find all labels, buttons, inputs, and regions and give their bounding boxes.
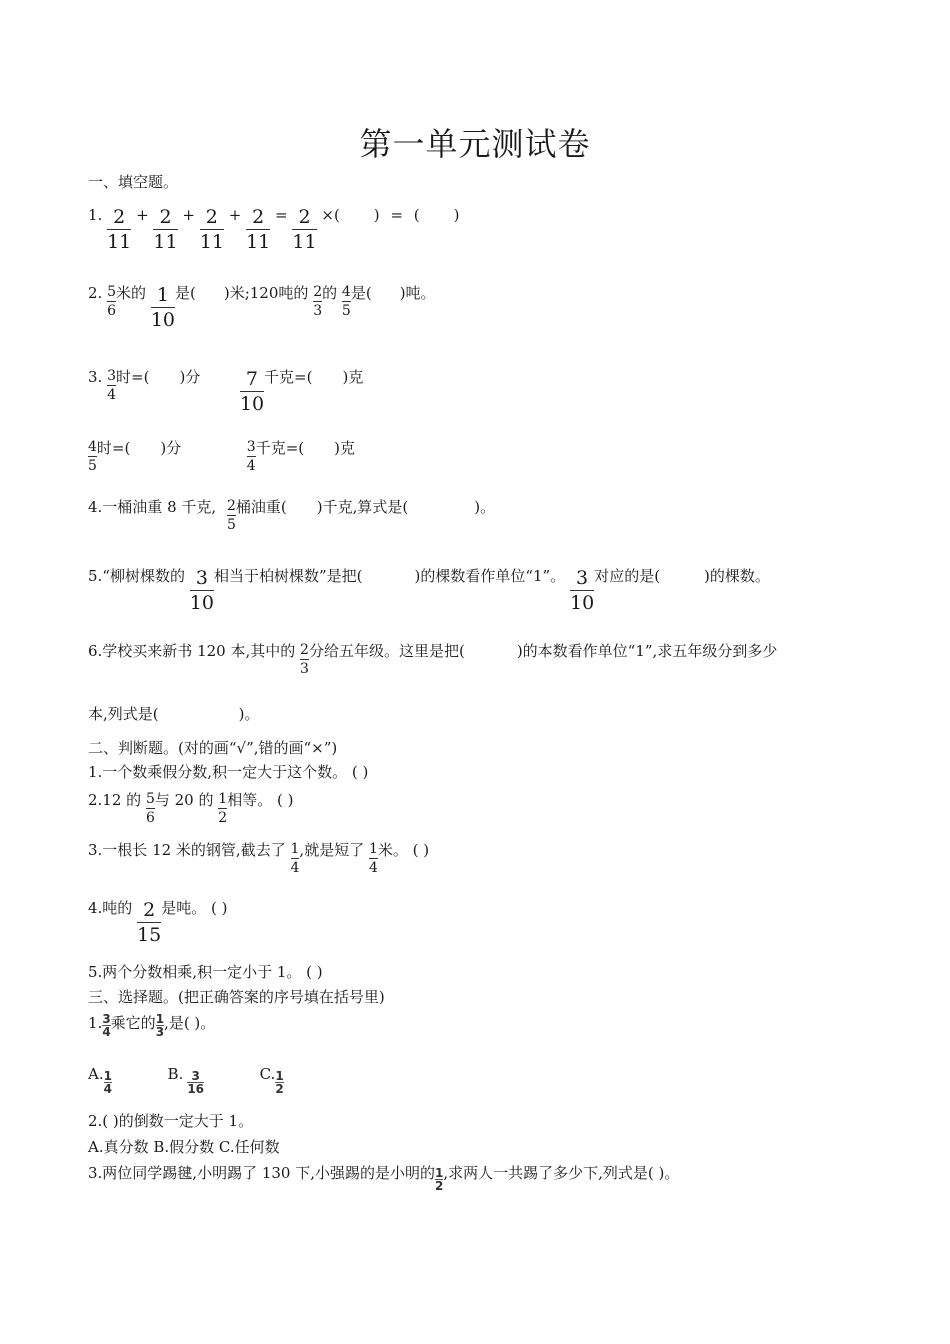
question-1-4: 4.一桶油重 8 千克, $\frac{2}{5}$ 桶油重( )千克,算式是( )。 <box>88 498 496 533</box>
question-1-3b: $\frac{4}{5}$ 时=( )分 $\frac{3}{4}$ 千克=( )克 <box>88 439 355 474</box>
fraction: $\frac{3}{10}$ <box>570 567 595 614</box>
question-3-1-options <box>88 1064 284 1096</box>
question-2-3: 3.一根长 12 米的钢管,截去了 $\frac{1}{4}$ ,就是短了 $\frac{1}{4}$ 米。 ( ) <box>88 841 430 876</box>
question-1-6-cont: 本,列式是( )。 <box>88 705 260 723</box>
fraction: $\frac{3}{10}$ <box>189 567 214 614</box>
fraction: $\frac{2}{3}$ <box>300 642 309 677</box>
question-2-1: 1.一个数乘假分数,积一定大于这个数。 ( ) <box>88 763 369 781</box>
question-2-5: 5.两个分数相乘,积一定小于 1。 ( ) <box>88 963 323 981</box>
fraction: $\frac{2}{3}$ <box>313 284 323 319</box>
question-1-2: 2. $\frac{5}{6}$ 米的 $\frac{1}{10}$ 是( )米;120吨的 $\frac{2}{3}$ 的 $\frac{4}{5}$ 是( )吨。 <box>88 284 436 331</box>
section-heading-fill-blank: 一、填空题。 <box>88 173 179 191</box>
fraction: $\frac{2}{11}$ <box>107 206 132 253</box>
fraction: $\frac{3}{4}$ <box>107 368 117 403</box>
fraction: $\frac{2}{11}$ <box>153 206 178 253</box>
question-3-2-options: A.真分数 B.假分数 C.任何数 <box>88 1138 280 1156</box>
option-a: A. $\frac{1}{4}$ <box>88 1065 112 1096</box>
question-3-2: 2.( )的倒数一定大于 1。 <box>88 1112 254 1130</box>
fraction: $\frac{3}{4}$ <box>246 439 256 474</box>
question-2-4: 4.吨的 $\frac{2}{15}$ 是吨。 ( ) <box>88 899 228 946</box>
question-2-2: 2.12 的 $\frac{5}{6}$ 与 20 的 $\frac{1}{2}$ 相等。 ( ) <box>88 791 294 826</box>
option-c: C. $\frac{1}{2}$ <box>259 1065 284 1096</box>
section-heading-multiple-choice: 三、选择题。(把正确答案的序号填在括号里) <box>88 988 385 1006</box>
question-3-1: 1. $\frac{3}{4}$ 乘它的 $\frac{1}{3}$ ,是( )。 <box>88 1012 216 1039</box>
page-title: 第一单元测试卷 <box>359 125 591 163</box>
fraction: $\frac{2}{15}$ <box>137 899 162 946</box>
question-3-3: 3.两位同学踢毽,小明踢了 130 下,小强踢的是小明的 $\frac{1}{2}$ ,求两人一共踢了多少下,列式是( )。 <box>88 1164 680 1193</box>
question-1-5: 5.“柳树棵数的 $\frac{3}{10}$ 相当于柏树棵数”是把( )的棵数看作单位“1”。 $\frac{3}{10}$ 对应的是( )的棵数。 <box>88 567 770 614</box>
fraction: $\frac{1}{4}$ <box>290 841 300 876</box>
fraction: $\frac{2}{11}$ <box>292 206 317 253</box>
question-1-6: 6.学校买来新书 120 本,其中的 $\frac{2}{3}$ 分给五年级。这里是把( )的本数看作单位“1”,求五年级分到多少 <box>88 642 778 677</box>
fraction: $\frac{5}{6}$ <box>145 791 155 826</box>
question-1-1: 1. $\frac{2}{11}$ + $\frac{2}{11}$ + $\frac{2}{11}$ + $\frac{2}{11}$ = $\frac{2}{11}$ ×( ) = ( ) <box>88 206 460 253</box>
question-1-3a: 3. $\frac{3}{4}$ 时=( )分 $\frac{7}{10}$ 千克=( )克 <box>88 368 364 415</box>
fraction: $\frac{2}{5}$ <box>226 498 236 533</box>
option-b: B. $\frac{3}{16}$ <box>167 1065 205 1096</box>
fraction: $\frac{4}{5}$ <box>341 284 351 319</box>
fraction: $\frac{1}{2}$ <box>218 791 228 826</box>
fraction: $\frac{1}{2}$ <box>435 1166 444 1193</box>
section-heading-true-false: 二、判断题。(对的画“√”,错的画“×”) <box>88 739 338 757</box>
fraction: $\frac{1}{4}$ <box>103 1069 112 1096</box>
fraction: $\frac{1}{3}$ <box>155 1012 165 1039</box>
fraction: $\frac{3}{16}$ <box>187 1069 205 1096</box>
fraction: $\frac{1}{10}$ <box>150 284 175 331</box>
fraction: $\frac{2}{11}$ <box>199 206 224 253</box>
fraction: $\frac{4}{5}$ <box>88 439 97 474</box>
fraction: $\frac{3}{4}$ <box>102 1012 111 1039</box>
fraction: $\frac{2}{11}$ <box>246 206 271 253</box>
fraction: $\frac{1}{2}$ <box>275 1069 284 1096</box>
fraction: $\frac{1}{4}$ <box>368 841 378 876</box>
fraction: $\frac{7}{10}$ <box>239 368 265 415</box>
fraction: $\frac{5}{6}$ <box>107 284 117 319</box>
